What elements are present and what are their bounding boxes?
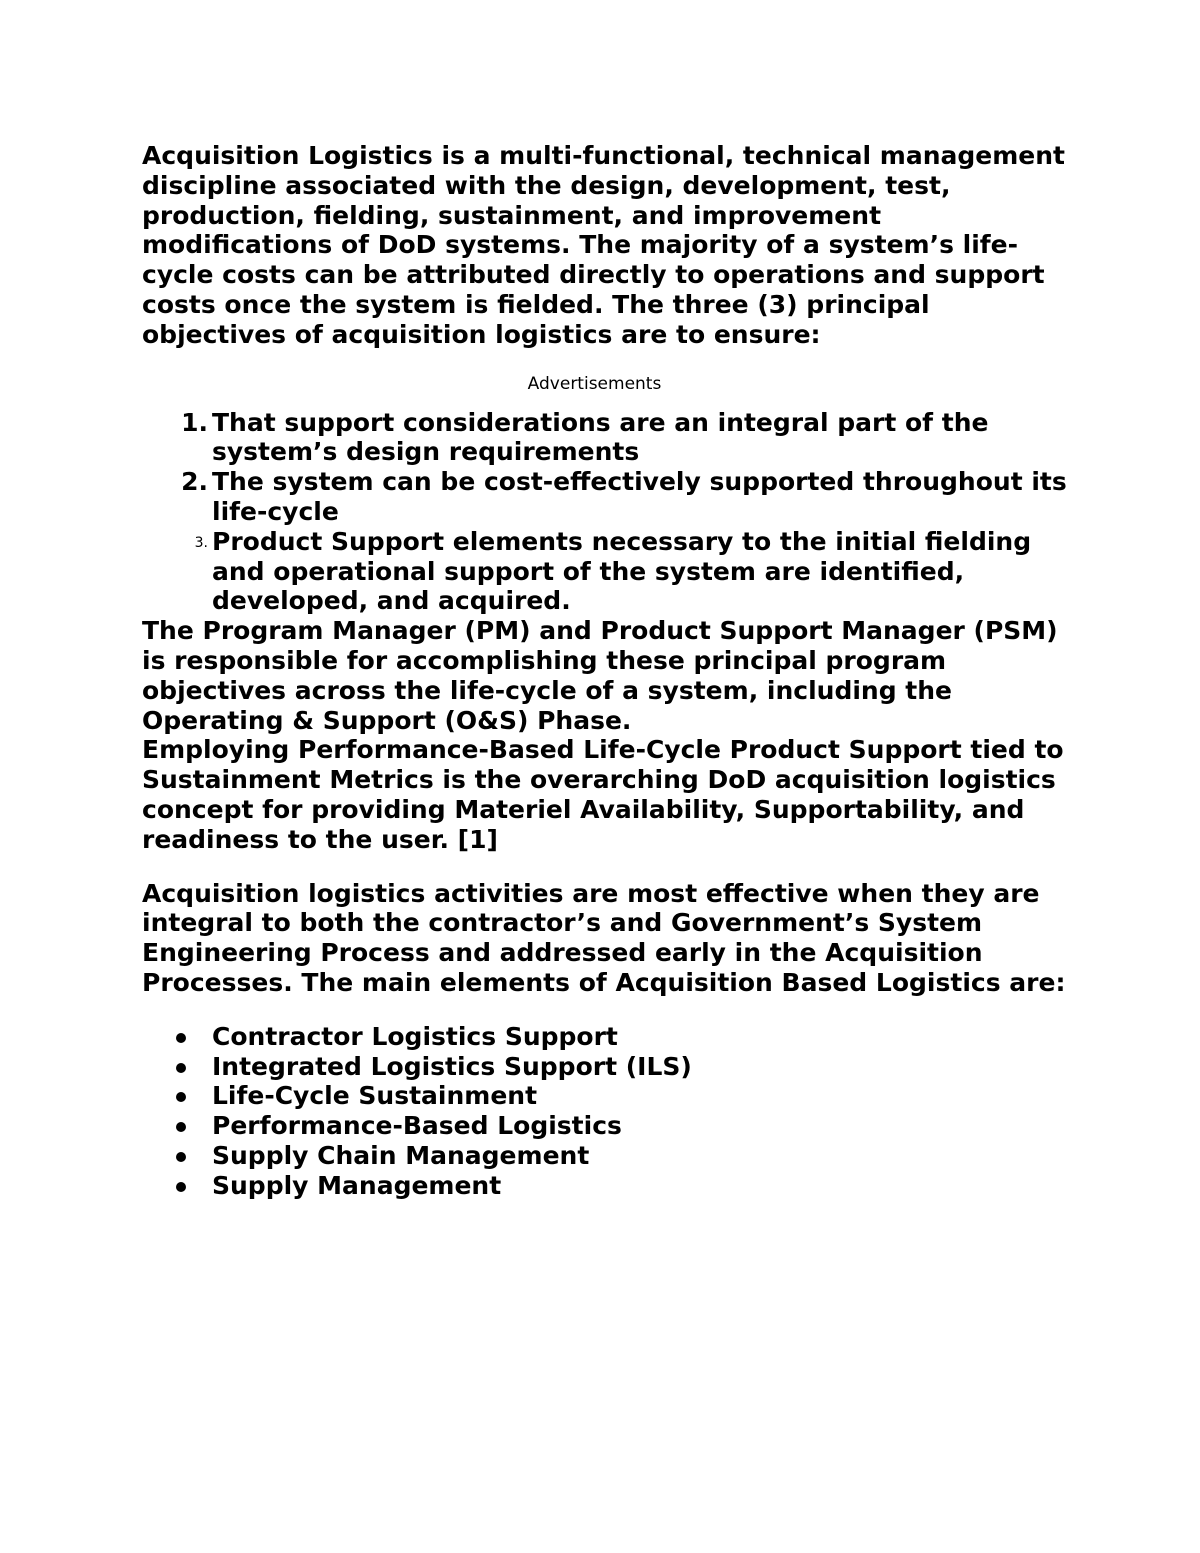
list-item-text: Life-Cycle Sustainment: [212, 1081, 538, 1111]
list-number: 1.: [181, 407, 208, 437]
bullet-icon: [176, 1182, 186, 1192]
pbl-paragraph: Employing Performance-Based Life-Cycle Product Support tied to Sustainment Metrics is the overarching DoD acquisition logistics concept for providing Materiel Availability, Supportability, and readiness to the user. [1]: [142, 735, 1064, 854]
list-item-text: That support considerations are an integral part of the system’s design requirements: [212, 407, 989, 467]
list-item: [142, 1081, 1072, 1111]
intro-paragraph: Acquisition Logistics is a multi-functional, technical management discipline associated with the design, development, test, production, fielding, sustainment, and improvement modifications of DoD systems. The majority of a system’s life-cycle costs can be attributed directly to operations and support costs once the system is fielded. The three (3) principal objectives of acquisition logistics are to ensure:: [142, 141, 1065, 349]
advertisements-label: Advertisements: [527, 373, 662, 394]
document-page: [142, 141, 1072, 1201]
list-item: [142, 1022, 1072, 1052]
paragraph-spacer: [142, 998, 1072, 1022]
list-item: [142, 1052, 1072, 1082]
bullet-icon: [176, 1033, 186, 1043]
list-item-text: Contractor Logistics Support: [212, 1021, 618, 1051]
objectives-list: [142, 408, 1072, 617]
list-item: [142, 1111, 1072, 1141]
list-item-text: Product Support elements necessary to the initial fielding and operational support of the system are identified, developed, and acquired.: [212, 526, 1032, 616]
list-item-text: Supply Chain Management: [212, 1140, 590, 1170]
bullet-icon: [176, 1092, 186, 1102]
list-item: [142, 1171, 1072, 1201]
elements-list: [142, 1022, 1072, 1201]
effective-paragraph: Acquisition logistics activities are most effective when they are integral to both the contractor’s and Government’s System Engineering Process and addressed early in the Acquisition Processes. The main elements of Acquisition Based Logistics are:: [142, 878, 1066, 997]
list-item: [142, 467, 1072, 527]
pm-paragraph: The Program Manager (PM) and Product Support Manager (PSM) is responsible for accomplishing these principal program objectives across the life-cycle of a system, including the Operating & Support (O&S) Phase.: [142, 616, 1058, 735]
list-item: [142, 527, 1072, 616]
list-item-text: Supply Management: [212, 1170, 502, 1200]
bullet-icon: [176, 1122, 186, 1132]
list-item: [142, 408, 1072, 468]
list-item-text: The system can be cost-effectively supported throughout its life-cycle: [212, 467, 1067, 526]
list-item: [142, 1141, 1072, 1171]
list-number: 3.: [194, 534, 208, 551]
bullet-icon: [176, 1063, 186, 1073]
list-number: 2.: [181, 467, 208, 497]
list-item-text: Integrated Logistics Support (ILS): [212, 1051, 692, 1081]
bullet-icon: [176, 1152, 186, 1162]
paragraph-spacer: [142, 855, 1072, 879]
list-item-text: Performance-Based Logistics: [212, 1111, 622, 1141]
